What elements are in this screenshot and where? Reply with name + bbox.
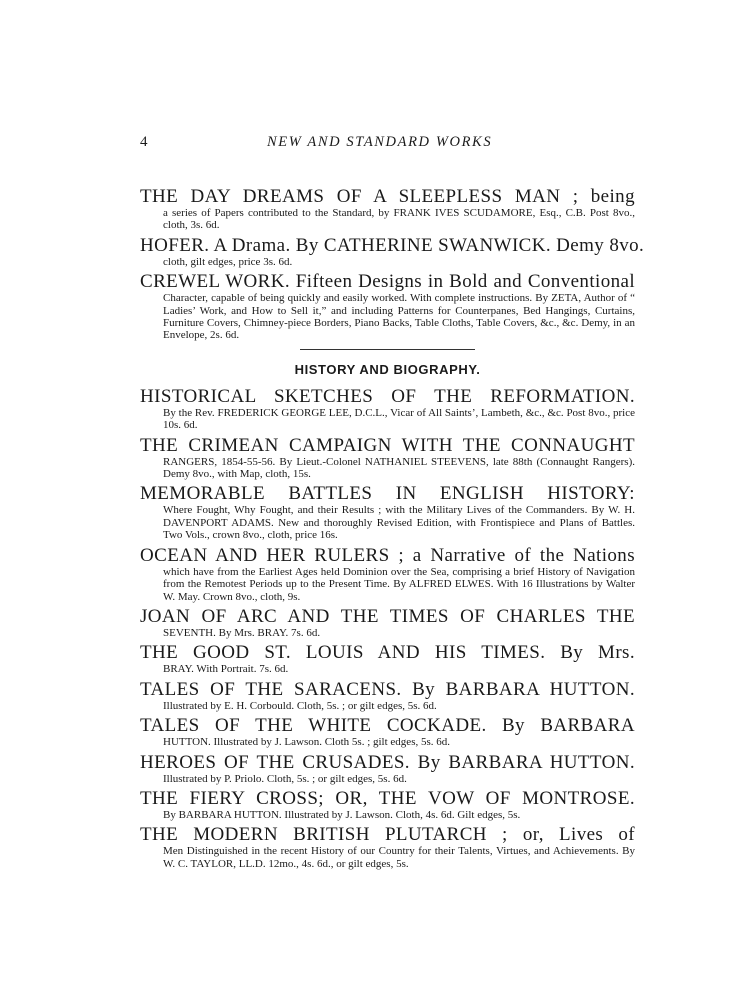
entry-description: RANGERS, 1854-55-56. By Lieut.-Colonel NATHANIEL STEEVENS, late 88th (Connaught Rangers). Demy 8vo., with Map, cloth, 15s. xyxy=(163,455,635,481)
entry-title: HOFER. A Drama. By CATHERINE SWANWICK. Demy 8vo. xyxy=(140,234,645,256)
catalogue-entry xyxy=(140,788,635,821)
entry-title: THE MODERN BRITISH PLUTARCH ; or, Lives of xyxy=(140,824,635,846)
entry-title: OCEAN AND HER RULERS ; a Narrative of the Nations xyxy=(140,544,635,566)
page-number: 4 xyxy=(140,134,148,150)
catalogue-entry xyxy=(140,186,635,232)
catalogue-entry xyxy=(140,642,635,675)
catalogue-entry xyxy=(140,545,635,603)
section-divider xyxy=(300,349,475,350)
catalogue-entry xyxy=(140,435,635,481)
catalogue-entry xyxy=(140,679,635,712)
catalogue-entry xyxy=(140,752,635,785)
entry-title: HEROES OF THE CRUSADES. By BARBARA HUTTON. xyxy=(140,751,635,773)
entry-description: By BARBARA HUTTON. Illustrated by J. Lawson. Cloth, 4s. 6d. Gilt edges, 5s. xyxy=(163,808,521,821)
page-header xyxy=(140,134,640,156)
entry-description: SEVENTH. By Mrs. BRAY. 7s. 6d. xyxy=(163,626,321,639)
entry-description: By the Rev. FREDERICK GEORGE LEE, D.C.L., Vicar of All Saints’, Lambeth, &c., &c. Post 8vo., price 10s. 6d. xyxy=(163,406,635,432)
catalogue-entry xyxy=(140,271,635,342)
catalogue-entry xyxy=(140,715,635,748)
entry-description: a series of Papers contributed to the Standard, by FRANK IVES SCUDAMORE, Esq., C.B. Post 8vo., cloth, 3s. 6d. xyxy=(163,207,635,232)
entry-description: Where Fought, Why Fought, and their Results ; with the Military Lives of the Commanders. By W. H. DAVENPORT ADAMS. New and thoroughly Revised Edition, with Frontispiece and Plans of Battles. Two Vols., crown 8vo., cloth, price 16s. xyxy=(163,504,635,542)
entry-description: Illustrated by E. H. Corbould. Cloth, 5s. ; or gilt edges, 5s. 6d. xyxy=(163,699,437,712)
entry-title: HISTORICAL SKETCHES OF THE REFORMATION. xyxy=(140,385,635,407)
entry-description: Illustrated by P. Priolo. Cloth, 5s. ; or gilt edges, 5s. 6d. xyxy=(163,772,407,785)
entry-title: THE GOOD ST. LOUIS AND HIS TIMES. By Mrs. xyxy=(140,642,635,664)
entry-description: which have from the Earliest Ages held Dominion over the Sea, comprising a brief History of Navigation from the Remotest Periods up to the Present Time. By ALFRED ELWES. With 16 Illustrations by Walter W. May. Crown 8vo., cloth, 9s. xyxy=(163,565,635,603)
catalogue-entry xyxy=(140,606,635,639)
entry-description: cloth, gilt edges, price 3s. 6d. xyxy=(163,255,293,268)
entry-title: TALES OF THE SARACENS. By BARBARA HUTTON. xyxy=(140,678,635,700)
entry-title: MEMORABLE BATTLES IN ENGLISH HISTORY: xyxy=(140,483,635,505)
entry-title: THE DAY DREAMS OF A SLEEPLESS MAN ; being xyxy=(140,186,635,207)
running-title: NEW AND STANDARD WORKS xyxy=(267,134,493,150)
entry-description: Men Distinguished in the recent History of our Country for their Talents, Virtues, and Achievements. By W. C. TAYLOR, LL.D. 12mo., 4s. 6d., or gilt edges, 5s. xyxy=(163,845,635,870)
entry-title: CREWEL WORK. Fifteen Designs in Bold and Conventional xyxy=(140,271,635,293)
catalogue-entry xyxy=(140,386,635,432)
section-heading: HISTORY AND BIOGRAPHY. xyxy=(294,361,481,377)
entry-description: Character, capable of being quickly and easily worked. With complete instructions. By ZETA, Author of “ Ladies’ Work, and How to Sell it,” and including Patterns for Counterpanes, Bed Hangings, Curtains, Furniture Covers, Chimney-piece Borders, Piano Backs, Table Cloths, Table Covers, &c., &c. Demy, in an Envelope, 2s. 6d. xyxy=(163,292,635,342)
entry-description: HUTTON. Illustrated by J. Lawson. Cloth 5s. ; gilt edges, 5s. 6d. xyxy=(163,736,450,749)
catalogue-entry xyxy=(140,824,635,870)
entry-description: BRAY. With Portrait. 7s. 6d. xyxy=(163,663,289,676)
catalogue-entry xyxy=(140,483,635,541)
catalogue-entry xyxy=(140,234,645,268)
entry-title: JOAN OF ARC AND THE TIMES OF CHARLES THE xyxy=(140,605,635,627)
entry-title: TALES OF THE WHITE COCKADE. By BARBARA xyxy=(140,715,635,737)
entry-title: THE CRIMEAN CAMPAIGN WITH THE CONNAUGHT xyxy=(140,434,635,456)
entry-title: THE FIERY CROSS; OR, THE VOW OF MONTROSE. xyxy=(140,787,635,809)
catalogue-content xyxy=(140,186,645,870)
